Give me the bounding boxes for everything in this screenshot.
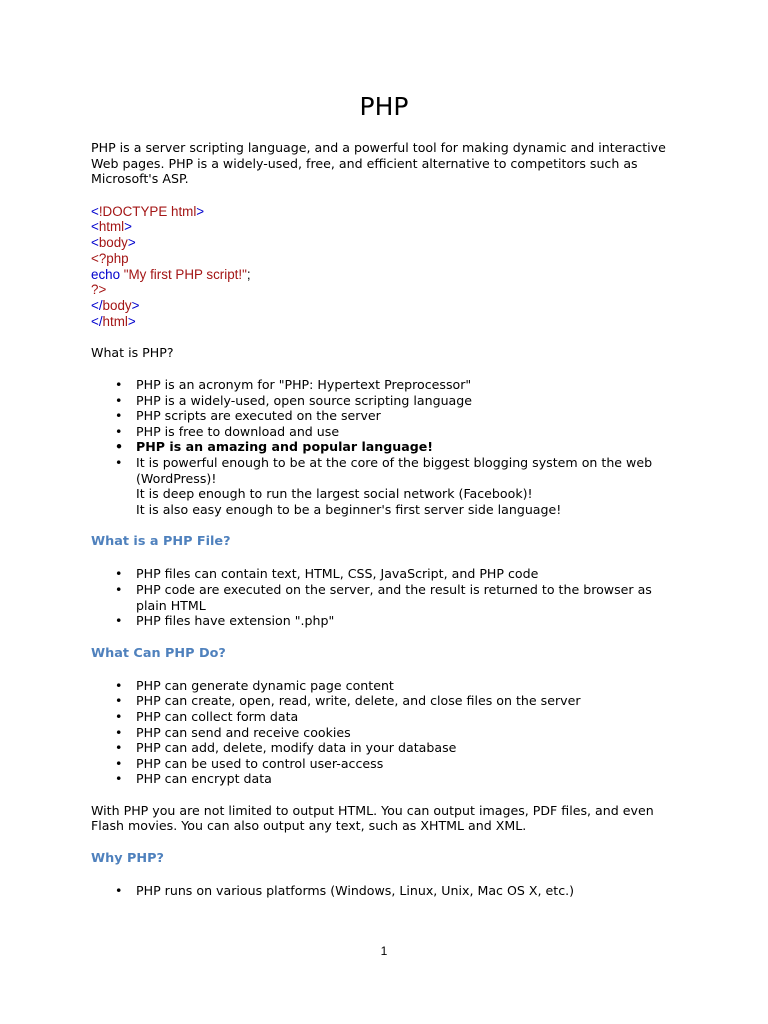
list-item: • PHP is an amazing and popular language! (136, 439, 681, 455)
code-line-php-open: <?php (91, 250, 129, 266)
code-tag: body (102, 298, 132, 313)
code-line-echo (91, 267, 681, 283)
section-heading-why: Why PHP? (91, 851, 164, 867)
list-item-line: It is deep enough to run the largest social network (Facebook)! (136, 486, 533, 502)
list-item: • PHP is free to download and use (136, 424, 681, 440)
list-item: • PHP files have extension ".php" (136, 613, 681, 629)
list-item-line: It is powerful enough to be at the core of the biggest blogging system on the web (WordPress)! (136, 454, 653, 486)
code-line-html-close (91, 314, 681, 330)
list-item (136, 455, 681, 517)
list-item: • PHP is a widely-used, open source scripting language (136, 393, 681, 409)
code-string: "My first PHP script!" (120, 266, 247, 282)
code-bracket: </ (91, 313, 103, 329)
code-sample (91, 204, 681, 330)
what-is-php-list (91, 377, 681, 517)
what-is-php-label: What is PHP? (91, 345, 174, 361)
list-item: • PHP scripts are executed on the server (136, 408, 681, 424)
code-line-body-open (91, 235, 681, 251)
list-item: • PHP can create, open, read, write, delete, and close files on the server (136, 693, 681, 709)
can-do-list (91, 678, 681, 787)
list-item: • PHP runs on various platforms (Windows, Linux, Unix, Mac OS X, etc.) (136, 883, 681, 899)
list-item: • PHP can add, delete, modify data in your database (136, 740, 681, 756)
list-item: • PHP can collect form data (136, 709, 681, 725)
code-bracket: < (91, 203, 99, 219)
code-tag: !DOCTYPE html (98, 203, 197, 219)
code-bracket: > (127, 313, 136, 329)
page-number: 1 (380, 944, 388, 958)
code-line-html-open (91, 219, 681, 235)
list-item: • PHP can be used to control user-access (136, 756, 681, 772)
intro-paragraph: PHP is a server scripting language, and a powerful tool for making dynamic and interactive Web pages. PHP is a widely-used, free, and efficient alternative to competitors such as Microsoft's ASP. (91, 140, 666, 187)
list-item: • PHP can generate dynamic page content (136, 678, 681, 694)
code-tag: body (98, 235, 128, 251)
list-item: • PHP can send and receive cookies (136, 725, 681, 741)
code-tag: html (102, 313, 128, 329)
page-title: PHP (359, 92, 409, 121)
code-bracket: > (124, 219, 132, 235)
list-item: • PHP files can contain text, HTML, CSS, JavaScript, and PHP code (136, 566, 681, 582)
code-bracket: > (127, 235, 136, 251)
code-bracket: </ (91, 298, 103, 313)
code-bracket: < (91, 235, 99, 251)
section-heading-can-do: What Can PHP Do? (91, 645, 226, 661)
why-list (91, 883, 681, 899)
code-tag: html (98, 219, 125, 235)
list-item-line: It is also easy enough to be a beginner's first server side language! (136, 501, 562, 517)
code-line-body-close (91, 298, 681, 314)
code-semicolon: ; (246, 266, 251, 282)
output-paragraph: With PHP you are not limited to output HTML. You can output images, PDF files, and even Flash movies. You can also output any text, such as XHTML and XML. (91, 802, 654, 834)
php-file-list (91, 566, 681, 628)
code-bracket: > (196, 203, 205, 219)
list-item: • PHP code are executed on the server, and the result is returned to the browser as plain HTML (136, 582, 681, 613)
list-item: • PHP can encrypt data (136, 771, 681, 787)
code-bracket: < (91, 219, 99, 235)
document-body (91, 140, 681, 915)
code-keyword: echo (91, 266, 121, 282)
list-item: • PHP is an acronym for "PHP: Hypertext Preprocessor" (136, 377, 681, 393)
code-line-doctype (91, 204, 681, 220)
code-bracket: > (131, 298, 140, 313)
section-heading-php-file: What is a PHP File? (91, 534, 231, 550)
code-line-php-close: ?> (91, 282, 107, 298)
